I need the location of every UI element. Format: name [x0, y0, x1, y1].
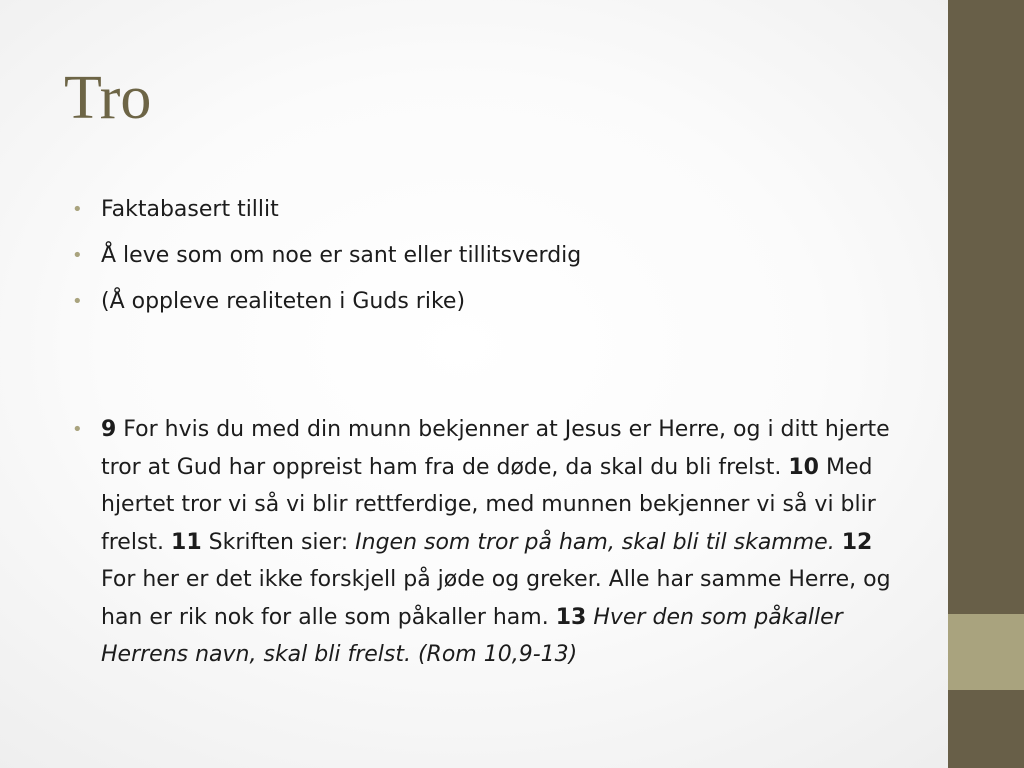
bullet-icon: • — [72, 245, 83, 266]
bullet-text: (Å oppleve realiteten i Guds rike) — [101, 289, 466, 314]
verse-text: For her er det ikke forskjell på jøde og greker. Alle har samme Herre, og han er rik nok for alle som påkaller ham. — [101, 567, 891, 630]
bullet-list — [72, 187, 902, 325]
verse-number: 11 — [171, 529, 202, 555]
bullet-item — [72, 279, 902, 325]
verse-number: 10 — [788, 454, 819, 480]
bullet-icon: • — [72, 199, 83, 220]
verse-text: Med hjertet tror vi så vi blir rettferdige, med munnen bekjenner vi så vi blir frelst. — [101, 454, 876, 555]
verse-text: For hvis du med din munn bekjenner at Jesus er Herre, og i ditt hjerte tror at Gud har oppreist ham fra de døde, da skal du bli frelst. — [101, 417, 890, 480]
bullet-text: Faktabasert tillit — [101, 197, 279, 222]
bullet-item — [72, 187, 902, 233]
scripture-bullet — [72, 411, 902, 674]
verse-quote: Hver den som påkaller Herrens navn, skal bli frelst. (Rom 10,9-13) — [101, 604, 843, 667]
verse-number: 13 — [555, 604, 587, 630]
slide-title: Tro — [64, 64, 152, 132]
bullet-icon: • — [72, 291, 83, 312]
bullet-icon: • — [72, 419, 83, 440]
verse-quote: Ingen som tror på ham, skal bli til skamme. — [355, 529, 835, 555]
verse-text: Skriften sier: — [201, 529, 356, 555]
scripture-text — [101, 411, 901, 674]
bullet-item — [72, 233, 902, 279]
verse-number: 12 — [841, 529, 873, 555]
bullet-text: Å leve som om noe er sant eller tillitsverdig — [101, 243, 582, 268]
side-accent-block — [948, 614, 1024, 690]
verse-number: 9 — [101, 417, 117, 442]
